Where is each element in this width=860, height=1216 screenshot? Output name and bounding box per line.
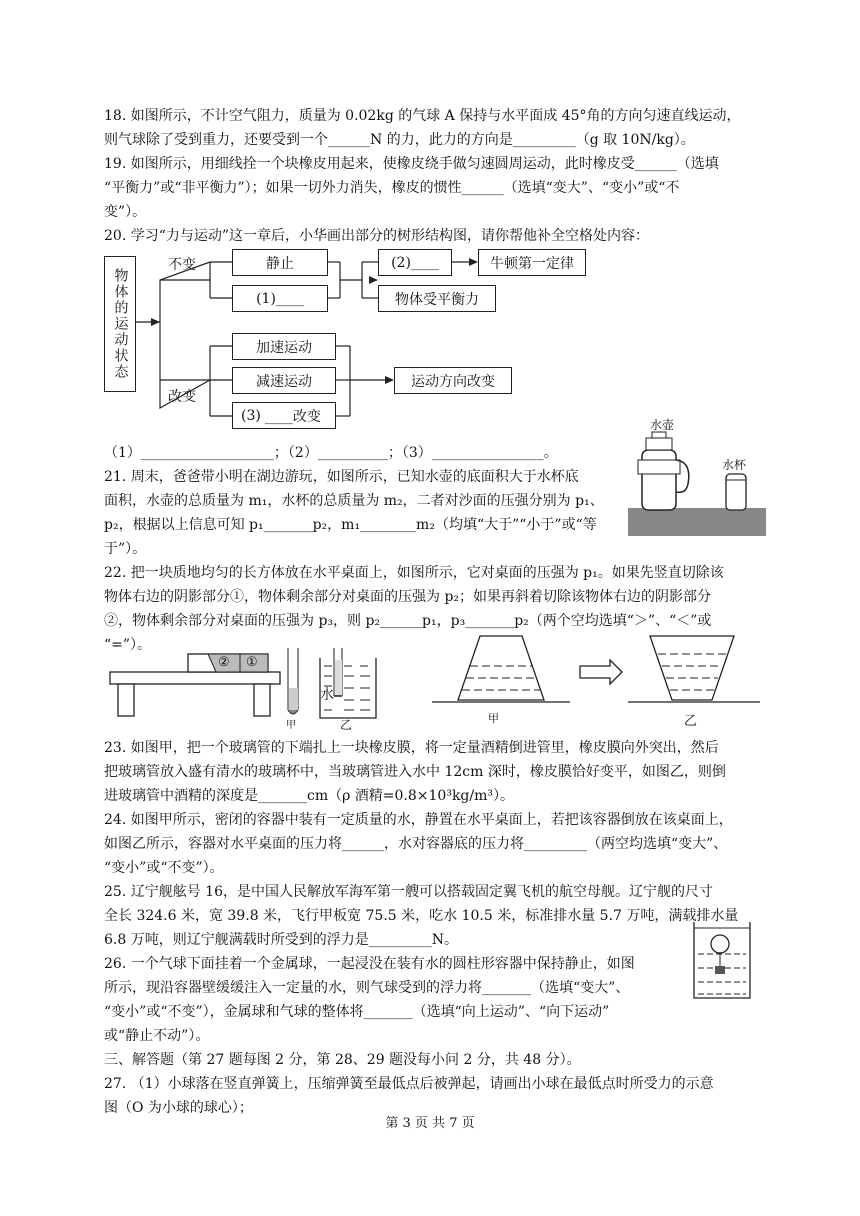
kettle-cup-drawing [626,412,768,540]
tube-jia-label: 甲 [286,720,296,731]
kettle-cup-figure [626,412,768,540]
balloon-beaker-drawing [690,918,756,1002]
tree-root-label: 物体的运动状态 [112,268,129,380]
tree-unchanged-label: 不变 [168,257,196,273]
table-block-figure [104,650,284,718]
q26-line4: 或“静止不动”）。 [104,1028,210,1044]
q18-line1: 18. 如图所示，不计空气阻力，质量为 0.02kg 的气球 A 保持与水平面成 45°角的方向匀速直线运动， [104,108,741,124]
tree-newton-box: 牛顿第一定律 [478,249,586,276]
water-label: 水 [320,687,334,703]
tree-root-box [104,256,136,392]
q23-line1: 23. 如图甲，把一个玻璃管的下端扎上一块橡皮膜，将一定量酒精倒进管里，橡皮膜向外突出，然后 [104,740,719,756]
tree-blank3-number: (3) [241,407,261,424]
tree-blank2-box: (2)____ [378,249,452,276]
tree-static-box: 静止 [232,249,328,276]
q25-line2: 全长 324.6 米，宽 39.8 米，飞行甲板宽 75.5 米，吃水 10.5 米，标准排水量 5.7 万吨，满载排水量 [104,908,739,924]
q19-line2: “平衡力”或“非平衡力”）；如果一切外力消失，橡皮的惯性______（选填“变大”、“变小”或“不 [104,180,680,196]
q26-line3: “变小”或“不变”），金属球和气球的整体将_______（选填“向上运动”、“向下运动” [104,1004,610,1020]
page-footer: 第 3 页 共 7 页 [385,1116,475,1131]
q27-line1: 27. （1）小球落在竖直弹簧上，压缩弹簧至最低点后被弹起，请画出小球在最低点时所受力的示意 [104,1076,714,1092]
q21-line2: 面积，水壶的总质量为 m₁，水杯的总质量为 m₂，二者对沙面的压强分别为 p₁、 [104,493,604,509]
block-part2-label: ② [218,655,230,670]
q22-line1: 22. 把一块质地均匀的长方体放在水平桌面上，如图所示，它对桌面的压强为 p₁。如果先竖直切除该 [104,565,724,581]
section3-heading: 三、解答题（第 27 题每图 2 分，第 28、29 题没每小问 2 分，共 48 分）。 [104,1052,581,1068]
block-part1-label: ① [246,655,258,670]
q23-line3: 进玻璃管中酒精的深度是_______cm（ρ 酒精=0.8×10³kg/m³）。 [104,788,514,804]
q26-line1: 26. 一个气球下面挂着一个金属球，一起浸没在装有水的圆柱形容器中保持静止，如图 [104,956,635,972]
q20-answers: （1）___________________；（2）__________；（3）________________。 [104,445,558,461]
tree-direction-box: 运动方向改变 [394,367,512,394]
q21-line4: 于”）。 [104,541,147,557]
tree-changed-label: 改变 [168,389,196,405]
q20-line1: 20. 学习“力与运动”这一章后，小华画出部分的树形结构图，请你帮他补全空格处内容： [104,228,650,244]
q21-line1: 21. 周末，爸爸带小明在湖边游玩，如图所示，已知水壶的底面积大于水杯底 [104,469,579,485]
q24-line1: 24. 如图甲所示，密闭的容器中装有一定质量的水，静置在水平桌面上，若把该容器倒放在该桌面上， [104,812,733,828]
glass-tube-figure [284,646,384,730]
tree-accel-box: 加速运动 [232,333,336,360]
q22-line3: ②，物体剩余部分对桌面的压强为 p₃，则 p₂______p₁，p₃_______p₂（两个空均选填“＞”、“＜”或 [104,613,712,629]
q22-line2: 物体右边的阴影部分①，物体剩余部分对桌面的压强为 p₂；如果再斜着切除该物体右边的阴影部分 [104,589,712,605]
q25-line1: 25. 辽宁舰舷号 16，是中国人民解放军海军第一艘可以搭载固定翼飞机的航空母舰。辽宁舰的尺寸 [104,884,713,900]
tube-yi-label: 乙 [340,718,353,732]
glass-tube-drawing [284,646,384,730]
q23-line2: 把玻璃管放入盛有清水的玻璃杯中，当玻璃管进入水中 12cm 深时，橡皮膜恰好变平，如图乙，则倒 [104,764,726,780]
balloon-beaker-figure [690,918,756,1002]
tree-balanced-box: 物体受平衡力 [378,285,496,312]
container-yi-label: 乙 [684,714,698,729]
container-jia-label: 甲 [488,712,499,725]
q25-line3: 6.8 万吨，则辽宁舰满载时所受到的浮力是_________N。 [104,932,458,948]
kettle-label: 水壶 [650,418,675,432]
container-drawing [430,632,760,736]
q21-line3: p₂，根据以上信息可知 p₁_______p₂，m₁________m₂（均填“大于”“小于”或“等 [104,517,597,533]
tree-blank3-text: ____改变 [264,408,321,425]
q19-line1: 19. 如图所示，用细线拴一个块橡皮用起来，使橡皮绕手做匀速圆周运动，此时橡皮受______（选填 [104,156,719,172]
cup-label: 水杯 [722,458,747,472]
tree-blank1-box: (1)____ [232,285,328,312]
container-figure [430,632,760,736]
tree-blank3-box [232,402,336,429]
tree-decel-box: 减速运动 [232,367,336,394]
q19-line3: 变”）。 [104,204,147,220]
q27-line2: 图（O 为小球的球心）； [104,1100,253,1116]
q26-line2: 所示，现沿容器壁缓缓注入一定量的水，则气球受到的浮力将_______（选填“变大”、 [104,980,630,996]
q18-line2: 则气球除了受到重力，还要受到一个______N 的力，此力的方向是_________（g 取 10N/kg）。 [104,132,695,148]
q24-line3: “变小”或“不变”）。 [104,860,224,876]
q22-line4: “=”）。 [104,637,152,653]
q24-line2: 如图乙所示，容器对水平桌面的压力将______，水对容器底的压力将_________（两空均选填“变大”、 [104,836,728,852]
